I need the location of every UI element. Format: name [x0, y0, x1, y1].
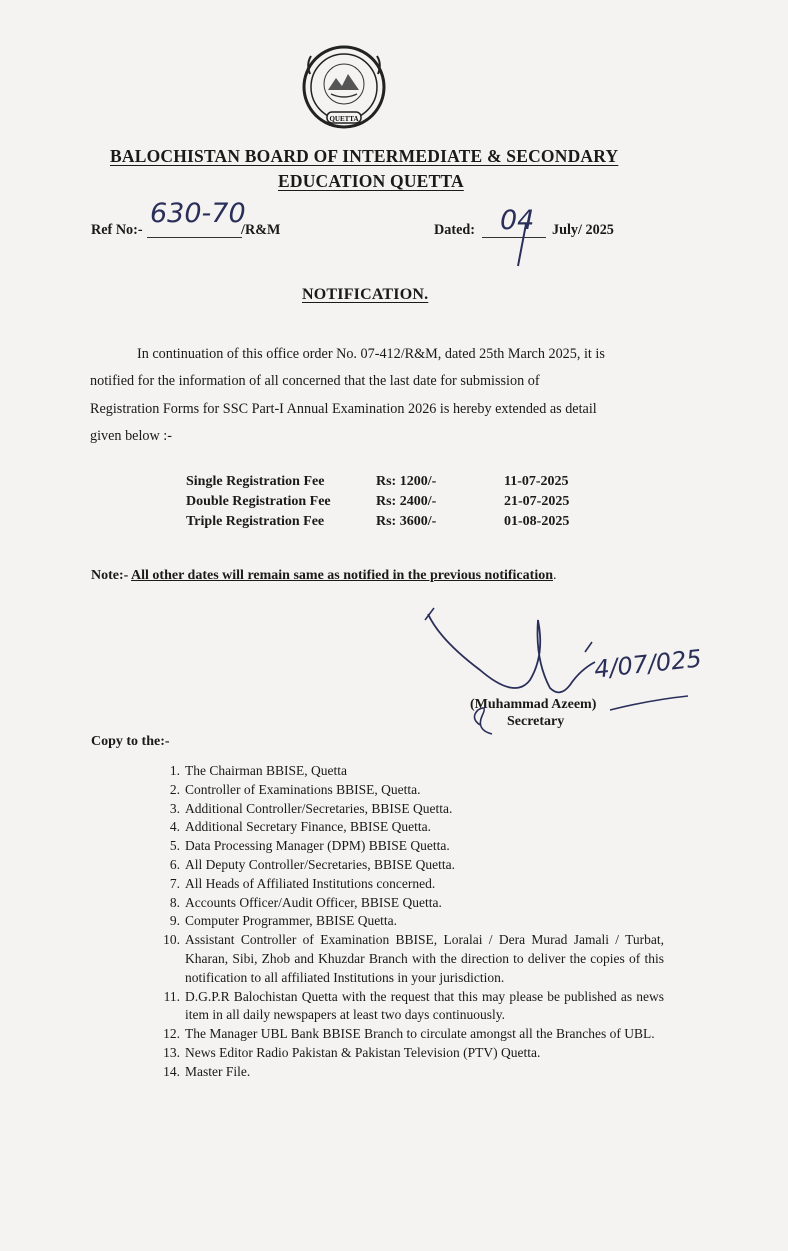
fee-amount: Rs: 2400/-: [376, 494, 437, 509]
date-day-handwritten: 04: [500, 205, 535, 236]
org-name-line1: BALOCHISTAN BOARD OF INTERMEDIATE & SECONDARY: [110, 146, 619, 166]
fee-amount: Rs: 3600/-: [376, 514, 437, 529]
notification-title: NOTIFICATION.: [302, 286, 429, 303]
ref-underline: [147, 237, 242, 238]
list-item: 1. The Chairman BBISE, Quetta: [169, 763, 347, 778]
date-month-year: July/ 2025: [552, 222, 614, 238]
ref-suffix: /R&M: [241, 222, 281, 238]
signatory-name: (Muhammad Azeem): [470, 697, 597, 712]
fee-last-date: 01-08-2025: [504, 514, 570, 529]
fee-label: Single Registration Fee: [186, 474, 325, 489]
list-item: 10. Assistant Controller of Examination BBISE, Loralai / Dera Murad Jamali / Turbat, Kharan, Sibi, Zhob and Khuzdar Branch with the direction to deliver the copies of this notification to all affiliated Institutions in your jurisdiction.: [163, 932, 664, 985]
body-line-4: given below :-: [90, 428, 172, 445]
fee-label: Double Registration Fee: [186, 494, 331, 509]
list-item: 8. Accounts Officer/Audit Officer, BBISE Quetta.: [169, 894, 442, 910]
date-label: Dated:: [434, 222, 475, 238]
date-slash-stroke: [512, 222, 532, 268]
signature-scribble: [420, 600, 720, 760]
list-item: 5. Data Processing Manager (DPM) BBISE Quetta.: [169, 838, 450, 854]
list-item: 12. The Manager UBL Bank BBISE Branch to circulate amongst all the Branches of UBL.: [163, 1026, 655, 1042]
list-item: 7. All Heads of Affiliated Institutions concerned.: [169, 875, 436, 891]
fee-amount: Rs: 1200/-: [376, 474, 437, 489]
note-line: [91, 568, 557, 584]
list-item: 11. D.G.P.R Balochistan Quetta with the request that this may please be published as news item in all daily newspapers at least two days continuously.: [163, 988, 664, 1023]
copy-to-label: Copy to the:-: [91, 734, 170, 749]
body-line-1: In continuation of this office order No. 07-412/R&M, dated 25th March 2025, it is: [137, 346, 605, 362]
list-item: 3. Additional Controller/Secretaries, BBISE Quetta.: [169, 800, 453, 816]
copy-to-list: [152, 762, 664, 1082]
note-label: Note:-: [91, 568, 129, 583]
body-line-2: notified for the information of all concerned that the last date for submission of: [90, 373, 540, 390]
ref-number-handwritten: 630-70: [150, 198, 246, 229]
list-item: 14. Master File.: [163, 1063, 251, 1079]
signature-handwritten-date: 4/07/025: [592, 644, 703, 684]
org-name-line2: EDUCATION QUETTA: [278, 171, 464, 191]
signatory-designation: Secretary: [507, 714, 565, 729]
list-item: 2. Controller of Examinations BBISE, Quetta.: [169, 781, 421, 797]
fee-label: Triple Registration Fee: [186, 514, 325, 529]
board-seal-logo: [301, 44, 387, 130]
logo-text: QUETTA: [329, 115, 359, 123]
list-item: 4. Additional Secretary Finance, BBISE Quetta.: [169, 819, 431, 835]
note-period: .: [553, 568, 557, 583]
list-item: 9. Computer Programmer, BBISE Quetta.: [169, 913, 398, 929]
fee-last-date: 11-07-2025: [504, 474, 569, 489]
body-paragraph: [90, 341, 658, 451]
fee-last-date: 21-07-2025: [504, 494, 570, 509]
body-line-3: Registration Forms for SSC Part-I Annual Examination 2026 is hereby extended as detail: [90, 400, 597, 417]
ref-label: Ref No:-: [91, 222, 143, 238]
list-item: 13. News Editor Radio Pakistan & Pakistan Television (PTV) Quetta.: [163, 1044, 541, 1060]
list-item: 6. All Deputy Controller/Secretaries, BBISE Quetta.: [169, 856, 455, 872]
note-text: All other dates will remain same as notified in the previous notification: [131, 568, 553, 583]
